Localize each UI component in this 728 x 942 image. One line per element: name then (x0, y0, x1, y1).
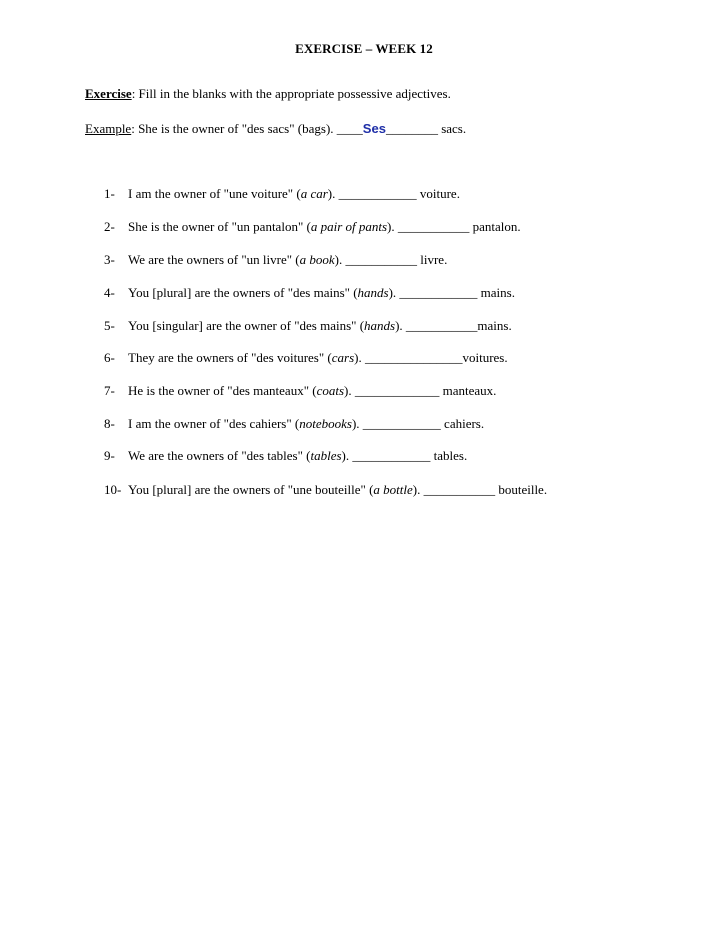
item-blank: ). ___________ livre. (334, 252, 448, 267)
item-number: 5- (104, 318, 115, 333)
item-prompt: She is the owner of "un pantalon" ( (128, 219, 311, 234)
exercise-item (104, 186, 460, 202)
instruction-line (85, 86, 451, 102)
example-label: Example (85, 121, 132, 136)
page-title: EXERCISE – WEEK 12 (295, 41, 433, 56)
item-gloss: hands (364, 318, 396, 333)
item-gloss: tables (310, 448, 342, 463)
exercise-item (104, 482, 547, 498)
item-gloss: a car (300, 186, 328, 201)
item-number: 2- (104, 219, 115, 234)
item-number: 7- (104, 383, 115, 398)
example-text-after: ________ sacs. (385, 121, 467, 136)
exercise-item (104, 285, 515, 301)
item-blank: ). ___________ pantalon. (387, 219, 521, 234)
item-blank: ). ___________ bouteille. (412, 482, 548, 497)
item-prompt: I am the owner of "une voiture" ( (128, 186, 301, 201)
exercise-item (104, 416, 484, 432)
item-blank: ). _______________voitures. (354, 350, 508, 365)
item-prompt: You [singular] are the owner of "des mains" ( (128, 318, 365, 333)
item-prompt: You [plural] are the owners of "une bouteille" ( (128, 482, 374, 497)
item-number: 6- (104, 350, 115, 365)
item-blank: ). _____________ manteaux. (344, 383, 497, 398)
item-number: 1- (104, 186, 115, 201)
example-answer: Ses (362, 121, 386, 136)
exercise-item (104, 252, 447, 268)
item-number: 4- (104, 285, 115, 300)
item-blank: ). ___________mains. (395, 318, 512, 333)
item-prompt: He is the owner of "des manteaux" ( (128, 383, 317, 398)
example-text-before: : She is the owner of "des sacs" (bags). ____ (131, 121, 363, 136)
item-blank: ). ____________ mains. (388, 285, 515, 300)
exercise-item (104, 219, 521, 235)
item-blank: ). ____________ tables. (341, 448, 468, 463)
exercise-item (104, 318, 512, 334)
item-prompt: We are the owners of "des tables" ( (128, 448, 311, 463)
item-number: 10- (104, 482, 122, 497)
item-number: 3- (104, 252, 115, 267)
item-prompt: They are the owners of "des voitures" ( (128, 350, 332, 365)
item-prompt: We are the owners of "un livre" ( (128, 252, 300, 267)
exercise-item (104, 350, 508, 366)
exercise-item (104, 448, 467, 464)
item-gloss: coats (316, 383, 345, 398)
exercise-item (104, 383, 496, 399)
item-gloss: a pair of pants (310, 219, 388, 234)
item-gloss: hands (357, 285, 389, 300)
item-gloss: notebooks (299, 416, 352, 431)
item-gloss: a bottle (373, 482, 413, 497)
instruction-label: Exercise (85, 86, 132, 101)
example-line (85, 121, 466, 137)
instruction-text: : Fill in the blanks with the appropriate possessive adjectives. (131, 86, 451, 101)
item-gloss: cars (331, 350, 355, 365)
item-number: 9- (104, 448, 115, 463)
item-number: 8- (104, 416, 115, 431)
item-blank: ). ____________ voiture. (327, 186, 460, 201)
item-prompt: You [plural] are the owners of "des mains" ( (128, 285, 358, 300)
item-prompt: I am the owner of "des cahiers" ( (128, 416, 300, 431)
item-blank: ). ____________ cahiers. (351, 416, 485, 431)
item-gloss: a book (299, 252, 335, 267)
